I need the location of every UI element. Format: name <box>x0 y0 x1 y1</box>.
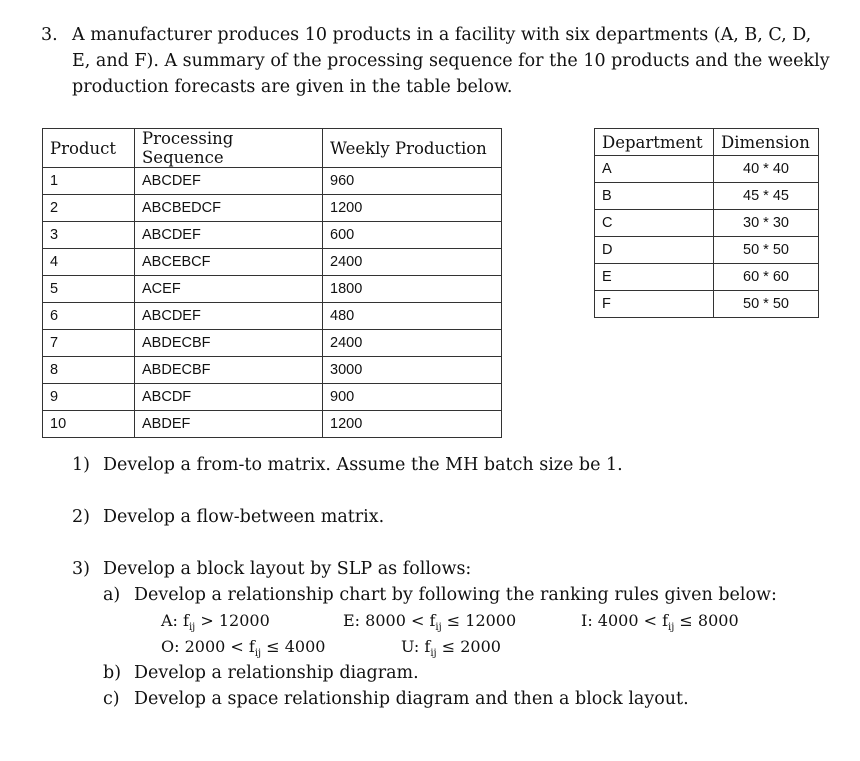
cell-dimension: 50 * 50 <box>714 291 819 318</box>
subquestion-letter: b) <box>103 663 122 683</box>
problem-number: 3. <box>41 25 58 45</box>
subquestion-letter: c) <box>103 689 120 709</box>
cell-production: 1200 <box>323 195 502 222</box>
question-list <box>72 452 832 712</box>
table-row <box>43 168 502 195</box>
cell-product: 4 <box>43 249 135 276</box>
table-row <box>43 249 502 276</box>
table-row <box>595 291 819 318</box>
cell-department: C <box>595 210 714 237</box>
cell-product: 2 <box>43 195 135 222</box>
subquestion-text: Develop a relationship chart by following the ranking rules given below: <box>134 585 777 605</box>
table-row <box>595 210 819 237</box>
question-number: 2) <box>72 507 90 527</box>
rule-i: I: $4000 < f_{ij} \le 8000$ <box>581 611 739 634</box>
question-3 <box>72 556 832 712</box>
question-number: 3) <box>72 559 90 579</box>
cell-sequence: ABCDEF <box>135 303 323 330</box>
table-row <box>43 276 502 303</box>
cell-production: 2400 <box>323 249 502 276</box>
cell-production: 900 <box>323 384 502 411</box>
cell-production: 600 <box>323 222 502 249</box>
cell-production: 960 <box>323 168 502 195</box>
subquestion-b <box>103 660 832 686</box>
table-row <box>595 264 819 291</box>
table-row <box>43 357 502 384</box>
col-header-department: Department <box>595 129 714 156</box>
cell-product: 3 <box>43 222 135 249</box>
col-header-sequence: Processing Sequence <box>135 129 323 168</box>
col-header-product: Product <box>43 129 135 168</box>
cell-production: 3000 <box>323 357 502 384</box>
subquestion-c <box>103 686 832 712</box>
subquestion-letter: a) <box>103 585 121 605</box>
cell-sequence: ACEF <box>135 276 323 303</box>
cell-sequence: ABCDF <box>135 384 323 411</box>
table-row <box>595 237 819 264</box>
cell-production: 2400 <box>323 330 502 357</box>
table-row <box>43 384 502 411</box>
cell-product: 5 <box>43 276 135 303</box>
table-header-row <box>595 129 819 156</box>
cell-product: 7 <box>43 330 135 357</box>
cell-product: 9 <box>43 384 135 411</box>
question-number: 1) <box>72 455 90 475</box>
cell-product: 1 <box>43 168 135 195</box>
question-text: Develop a block layout by SLP as follows: <box>103 559 472 579</box>
problem-text: A manufacturer produces 10 products in a facility with six departments (A, B, C, D, E, and F). A summary of the processing sequence for the 10 products and the weekly production forecasts are given in the table below. <box>72 25 830 97</box>
cell-production: 480 <box>323 303 502 330</box>
table-header-row <box>43 129 502 168</box>
table-row <box>43 330 502 357</box>
cell-sequence: ABDEF <box>135 411 323 438</box>
cell-dimension: 45 * 45 <box>714 183 819 210</box>
cell-dimension: 40 * 40 <box>714 156 819 183</box>
cell-department: E <box>595 264 714 291</box>
department-table <box>594 128 819 318</box>
question-text: Develop a flow-between matrix. <box>103 507 385 527</box>
cell-dimension: 60 * 60 <box>714 264 819 291</box>
cell-production: 1200 <box>323 411 502 438</box>
cell-department: F <box>595 291 714 318</box>
cell-sequence: ABDECBF <box>135 330 323 357</box>
subquestion-text: Develop a space relationship diagram and then a block layout. <box>134 689 689 709</box>
cell-dimension: 50 * 50 <box>714 237 819 264</box>
rule-u: U: $f_{ij} \le 2000$ <box>401 637 501 660</box>
cell-dimension: 30 * 30 <box>714 210 819 237</box>
cell-sequence: ABCDEF <box>135 168 323 195</box>
table-row <box>43 411 502 438</box>
cell-department: A <box>595 156 714 183</box>
col-header-dimension: Dimension <box>714 129 819 156</box>
table-row <box>595 183 819 210</box>
question-1 <box>72 452 832 478</box>
cell-sequence: ABDECBF <box>135 357 323 384</box>
cell-product: 10 <box>43 411 135 438</box>
cell-sequence: ABCEBCF <box>135 249 323 276</box>
rule-o: O: $2000 < f_{ij} \le 4000$ <box>161 637 326 660</box>
table-row <box>43 195 502 222</box>
ranking-rules <box>103 608 832 660</box>
question-text: Develop a from-to matrix. Assume the MH batch size be 1. <box>103 455 623 475</box>
cell-product: 6 <box>43 303 135 330</box>
cell-product: 8 <box>43 357 135 384</box>
problem-statement <box>41 22 831 100</box>
subquestion-a <box>103 582 832 608</box>
rule-e: E: $8000 < f_{ij} \le 12000$ <box>343 611 517 634</box>
question-2 <box>72 504 832 530</box>
cell-department: B <box>595 183 714 210</box>
cell-production: 1800 <box>323 276 502 303</box>
table-row <box>43 222 502 249</box>
table-row <box>595 156 819 183</box>
cell-sequence: ABCDEF <box>135 222 323 249</box>
table-row <box>43 303 502 330</box>
cell-sequence: ABCBEDCF <box>135 195 323 222</box>
product-table <box>42 128 502 438</box>
cell-department: D <box>595 237 714 264</box>
col-header-production: Weekly Production <box>323 129 502 168</box>
rule-a: A: $f_{ij} > 12000$ <box>161 611 270 634</box>
subquestion-text: Develop a relationship diagram. <box>134 663 419 683</box>
